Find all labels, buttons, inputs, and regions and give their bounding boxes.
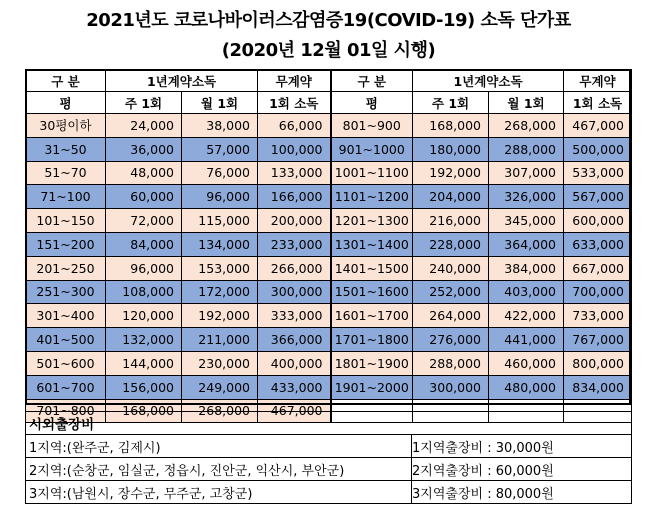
weekly-price-right: 300,000: [413, 375, 489, 399]
pyeong-range: 601~700: [26, 375, 106, 399]
header-row-2: [26, 92, 632, 114]
monthly-price: 76,000: [182, 161, 258, 185]
price-row: [26, 280, 632, 304]
one-time-price-right: 600,000: [564, 209, 632, 233]
one-time-price: 433,000: [258, 375, 331, 399]
one-time-price: 66,000: [258, 114, 331, 138]
monthly-price: 268,000: [182, 399, 258, 423]
yearly-contract-header: 1년계약소독: [106, 70, 258, 92]
pyeong-range: 71~100: [26, 185, 106, 209]
monthly-price: 172,000: [182, 280, 258, 304]
one-time-price: 467,000: [258, 399, 331, 423]
weekly-price-right: 204,000: [413, 185, 489, 209]
one-time-price: 333,000: [258, 304, 331, 328]
weekly-price-right: 240,000: [413, 256, 489, 280]
no-contract-header: 무계약: [258, 70, 331, 92]
monthly-price-right: 364,000: [489, 232, 564, 256]
one-time-price-right: 500,000: [564, 137, 632, 161]
one-time-price-right: 467,000: [564, 114, 632, 138]
weekly-price: 168,000: [106, 399, 182, 423]
travel-row: [26, 481, 632, 504]
weekly-price: 36,000: [106, 137, 182, 161]
weekly-price-right: 252,000: [413, 280, 489, 304]
monthly-price-right: 384,000: [489, 256, 564, 280]
price-row: [26, 185, 632, 209]
one-time-header-right: 1회 소독: [564, 92, 632, 114]
one-time-price-right: 800,000: [564, 351, 632, 375]
weekly-price: 96,000: [106, 256, 182, 280]
pyeong-header-right: 평: [331, 92, 413, 114]
no-contract-header-right: 무계약: [564, 70, 632, 92]
pyeong-range: 301~400: [26, 304, 106, 328]
pyeong-range-right: 1301~1400: [331, 232, 413, 256]
one-time-price-right: 633,000: [564, 232, 632, 256]
monthly-price-right: 345,000: [489, 209, 564, 233]
pyeong-range: 51~70: [26, 161, 106, 185]
pyeong-range: 701~800: [26, 399, 106, 423]
one-time-price-right: 700,000: [564, 280, 632, 304]
pyeong-range-right: 1901~2000: [331, 375, 413, 399]
monthly-price: 38,000: [182, 114, 258, 138]
monthly-price-right: 441,000: [489, 328, 564, 352]
one-time-price-right: 667,000: [564, 256, 632, 280]
pyeong-range-right: 1501~1600: [331, 280, 413, 304]
weekly-price-right: 288,000: [413, 351, 489, 375]
pyeong-range: 31~50: [26, 137, 106, 161]
weekly-price: 144,000: [106, 351, 182, 375]
one-time-price: 200,000: [258, 209, 331, 233]
monthly-price: 115,000: [182, 209, 258, 233]
pyeong-range-right: 1801~1900: [331, 351, 413, 375]
pyeong-range-right: 1701~1800: [331, 328, 413, 352]
pyeong-range: 401~500: [26, 328, 106, 352]
price-row: [26, 328, 632, 352]
price-row: [26, 351, 632, 375]
monthly-price-right: 268,000: [489, 114, 564, 138]
one-time-price: 233,000: [258, 232, 331, 256]
one-time-price-right: 834,000: [564, 375, 632, 399]
weekly-price: 132,000: [106, 328, 182, 352]
travel-region: 3지역:(남원시, 장수군, 무주군, 고창군): [26, 481, 412, 504]
pyeong-range-right: 1601~1700: [331, 304, 413, 328]
weekly-price: 108,000: [106, 280, 182, 304]
weekly-price: 24,000: [106, 114, 182, 138]
one-time-price: 100,000: [258, 137, 331, 161]
weekly-price-right: 180,000: [413, 137, 489, 161]
monthly-price-right: 326,000: [489, 185, 564, 209]
pyeong-range-right: 1101~1200: [331, 185, 413, 209]
one-time-header: 1회 소독: [258, 92, 331, 114]
weekly-price: 84,000: [106, 232, 182, 256]
one-time-price-right: 567,000: [564, 185, 632, 209]
weekly-price-right: 216,000: [413, 209, 489, 233]
travel-fee: 2지역출장비 : 60,000원: [412, 458, 632, 481]
monthly-price: 192,000: [182, 304, 258, 328]
monthly-price: 211,000: [182, 328, 258, 352]
weekly-price: 156,000: [106, 375, 182, 399]
one-time-price-right: 767,000: [564, 328, 632, 352]
weekly-price-right: 168,000: [413, 114, 489, 138]
weekly-price-right: 264,000: [413, 304, 489, 328]
monthly-price: 57,000: [182, 137, 258, 161]
pyeong-range: 251~300: [26, 280, 106, 304]
travel-row: [26, 435, 632, 458]
one-time-price: 300,000: [258, 280, 331, 304]
travel-region: 2지역:(순창군, 임실군, 정읍시, 진안군, 익산시, 부안군): [26, 458, 412, 481]
pyeong-range-right: 901~1000: [331, 137, 413, 161]
weekly-header-right: 주 1회: [413, 92, 489, 114]
monthly-header-right: 월 1회: [489, 92, 564, 114]
monthly-price: 153,000: [182, 256, 258, 280]
monthly-price: 249,000: [182, 375, 258, 399]
weekly-price-right: 228,000: [413, 232, 489, 256]
price-row: [26, 114, 632, 138]
monthly-price: 134,000: [182, 232, 258, 256]
pyeong-range: 501~600: [26, 351, 106, 375]
price-row: [26, 375, 632, 399]
monthly-price-right: 288,000: [489, 137, 564, 161]
category-header: 구 분: [26, 70, 106, 92]
category-header-right: 구 분: [331, 70, 413, 92]
weekly-price-right: 276,000: [413, 328, 489, 352]
price-row: [26, 256, 632, 280]
pyeong-range-right: 1401~1500: [331, 256, 413, 280]
header-row-1: [26, 70, 632, 92]
price-row: [26, 161, 632, 185]
pyeong-range: 151~200: [26, 232, 106, 256]
pyeong-range-right: 1201~1300: [331, 209, 413, 233]
pyeong-header: 평: [26, 92, 106, 114]
pyeong-range-right: 801~900: [331, 114, 413, 138]
one-time-price: 166,000: [258, 185, 331, 209]
pyeong-range: 101~150: [26, 209, 106, 233]
travel-fee: 1지역출장비 : 30,000원: [412, 435, 632, 458]
one-time-price: 366,000: [258, 328, 331, 352]
weekly-header: 주 1회: [106, 92, 182, 114]
monthly-price-right: 460,000: [489, 351, 564, 375]
weekly-price: 120,000: [106, 304, 182, 328]
one-time-price: 133,000: [258, 161, 331, 185]
travel-fee: 3지역출장비 : 80,000원: [412, 481, 632, 504]
travel-fee-label: 시외출장비: [26, 412, 632, 435]
one-time-price-right: 733,000: [564, 304, 632, 328]
monthly-price: 230,000: [182, 351, 258, 375]
travel-fee-table: [25, 411, 632, 504]
pyeong-range: 30평이하: [26, 114, 106, 138]
price-row: [26, 304, 632, 328]
pyeong-range: 201~250: [26, 256, 106, 280]
weekly-price: 72,000: [106, 209, 182, 233]
weekly-price: 48,000: [106, 161, 182, 185]
document-subtitle: (2020년 12월 01일 시행): [221, 40, 436, 61]
one-time-price-right: 533,000: [564, 161, 632, 185]
travel-row: [26, 458, 632, 481]
weekly-price-right: 192,000: [413, 161, 489, 185]
weekly-price: 60,000: [106, 185, 182, 209]
price-row: [26, 209, 632, 233]
monthly-price-right: 403,000: [489, 280, 564, 304]
monthly-price-right: 422,000: [489, 304, 564, 328]
monthly-header: 월 1회: [182, 92, 258, 114]
one-time-price: 266,000: [258, 256, 331, 280]
monthly-price: 96,000: [182, 185, 258, 209]
travel-region: 1지역:(완주군, 김제시): [26, 435, 412, 458]
price-row: [26, 232, 632, 256]
monthly-price-right: 480,000: [489, 375, 564, 399]
price-row: [26, 137, 632, 161]
yearly-contract-header-right: 1년계약소독: [413, 70, 564, 92]
one-time-price: 400,000: [258, 351, 331, 375]
monthly-price-right: 307,000: [489, 161, 564, 185]
price-table: [25, 69, 632, 423]
pyeong-range-right: 1001~1100: [331, 161, 413, 185]
document-title: 2021년도 코로나바이러스감염증19(COVID-19) 소독 단가표: [86, 10, 571, 31]
